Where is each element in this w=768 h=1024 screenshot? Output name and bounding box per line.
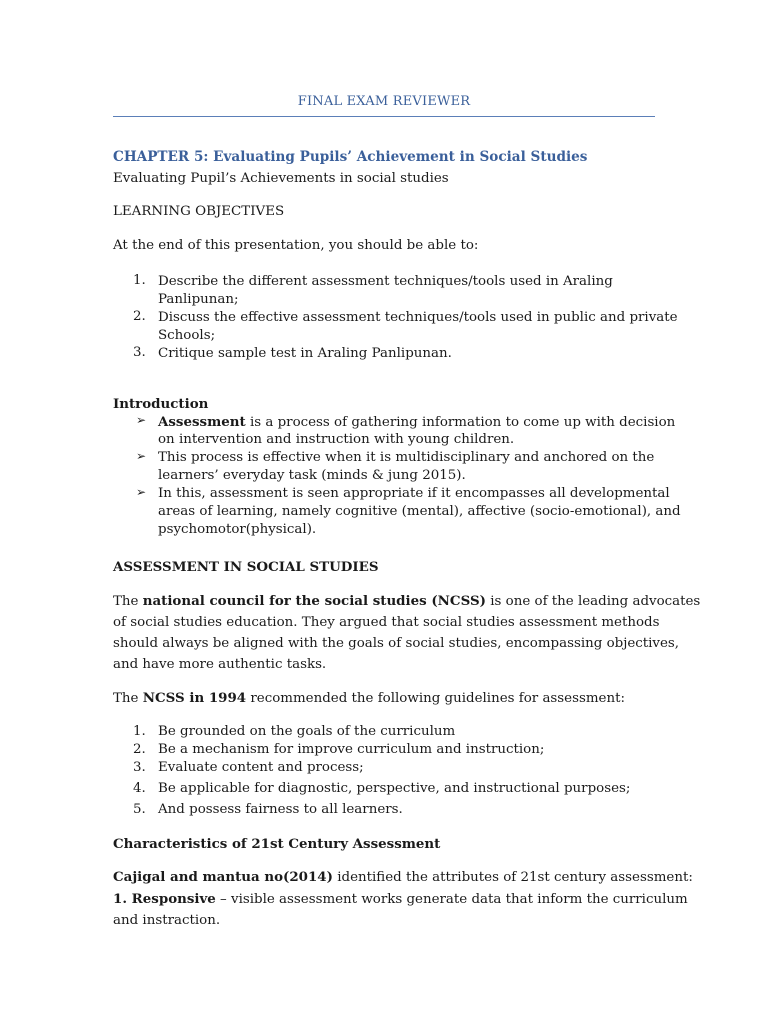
list-item-text: And possess fairness to all learners. xyxy=(158,802,403,817)
paragraph-text: is one of the leading advocates xyxy=(485,594,701,609)
ncss-paragraph xyxy=(113,591,701,675)
bullet-item-text xyxy=(158,449,654,485)
list-number: 2. xyxy=(133,742,146,757)
paragraph-text: The xyxy=(113,594,143,609)
chapter-subheading: Evaluating Pupil’s Achievements in social studies xyxy=(113,171,449,186)
objectives-intro: At the end of this presentation, you should be able to: xyxy=(113,238,479,253)
introduction-heading-text: Introduction xyxy=(113,396,209,412)
paragraph-text: identified the attributes of 21st century assessment: xyxy=(332,870,693,885)
ncss-1994-paragraph xyxy=(113,690,625,706)
paragraph-line xyxy=(113,889,688,910)
bullet-item-line: learners’ everyday task (minds & jung 2015). xyxy=(158,468,466,483)
bullet-item-line: This process is effective when it is multidisciplinary and anchored on the xyxy=(158,450,655,465)
paragraph-text: – visible assessment works generate data that inform the curriculum xyxy=(215,892,688,907)
characteristics-heading xyxy=(113,836,440,852)
list-number: 5. xyxy=(133,802,146,817)
paragraph-text: recommended the following guidelines for assessment: xyxy=(246,691,625,706)
list-item-line: Critique sample test in Araling Panlipunan. xyxy=(158,346,452,361)
paragraph-text: The xyxy=(113,691,143,706)
document-header-title: FINAL EXAM REVIEWER xyxy=(297,94,471,109)
bullet-item-text xyxy=(158,413,675,449)
paragraph-line: and have more authentic tasks. xyxy=(113,657,327,672)
list-item-text xyxy=(158,309,678,345)
list-number: 1. xyxy=(133,724,146,739)
paragraph-line: and instraction. xyxy=(113,913,221,928)
bullet-item-line: In this, assessment is seen appropriate if it encompasses all developmental xyxy=(158,486,670,501)
assessment-ss-heading-text: ASSESSMENT IN SOCIAL STUDIES xyxy=(113,559,379,575)
paragraph-bold-term: NCSS in 1994 xyxy=(142,690,247,706)
arrowhead-bullet-icon: ➢ xyxy=(136,485,147,499)
list-item-line: Discuss the effective assessment techniques/tools used in public and private xyxy=(158,310,678,325)
list-item-line: Schools; xyxy=(158,328,216,343)
bullet-item-line xyxy=(158,413,675,431)
assessment-ss-heading xyxy=(113,559,379,575)
cajigal-paragraph xyxy=(113,869,693,885)
list-item-line: Panlipunan; xyxy=(158,292,239,307)
paragraph-line xyxy=(113,591,701,612)
bullet-line-rest: is a process of gathering information to come up with decision xyxy=(245,415,676,430)
list-number: 2. xyxy=(133,309,146,324)
list-item-line: Describe the different assessment techniques/tools used in Araling xyxy=(158,274,613,289)
paragraph-line: should always be aligned with the goals of social studies, encompassing objectives, xyxy=(113,636,680,651)
paragraph-bold-term: Cajigal and mantua no(2014) xyxy=(113,869,333,885)
header-divider xyxy=(113,116,655,117)
list-number: 4. xyxy=(133,781,146,796)
list-item-text: Be applicable for diagnostic, perspective, and instructional purposes; xyxy=(158,781,631,796)
chapter-heading: CHAPTER 5: Evaluating Pupils’ Achievement in Social Studies xyxy=(113,149,588,165)
objectives-heading: LEARNING OBJECTIVES xyxy=(113,204,285,219)
list-item-text: Evaluate content and process; xyxy=(158,760,364,775)
responsive-paragraph xyxy=(113,889,688,931)
bullet-item-text xyxy=(158,485,681,539)
list-item-text xyxy=(158,273,613,309)
characteristics-heading-text: Characteristics of 21st Century Assessment xyxy=(113,836,441,852)
introduction-heading xyxy=(113,396,208,412)
bullet-item-line: areas of learning, namely cognitive (mental), affective (socio-emotional), and xyxy=(158,504,681,519)
arrowhead-bullet-icon: ➢ xyxy=(136,449,147,463)
bullet-item-line: on intervention and instruction with young children. xyxy=(158,432,515,447)
bullet-item-line: psychomotor(physical). xyxy=(158,522,317,537)
list-number: 3. xyxy=(133,760,146,775)
bullet-bold-term: Assessment xyxy=(158,414,246,430)
arrowhead-bullet-icon: ➢ xyxy=(136,413,147,427)
list-item-text: Be a mechanism for improve curriculum and instruction; xyxy=(158,742,545,757)
list-number: 3. xyxy=(133,345,146,360)
paragraph-bold-term: 1. Responsive xyxy=(113,891,216,907)
paragraph-bold-term: national council for the social studies (NCSS) xyxy=(142,593,486,609)
list-number: 1. xyxy=(133,273,146,288)
paragraph-line: of social studies education. They argued that social studies assessment methods xyxy=(113,615,660,630)
list-item-text xyxy=(158,345,452,363)
list-item-text: Be grounded on the goals of the curriculum xyxy=(158,724,456,739)
